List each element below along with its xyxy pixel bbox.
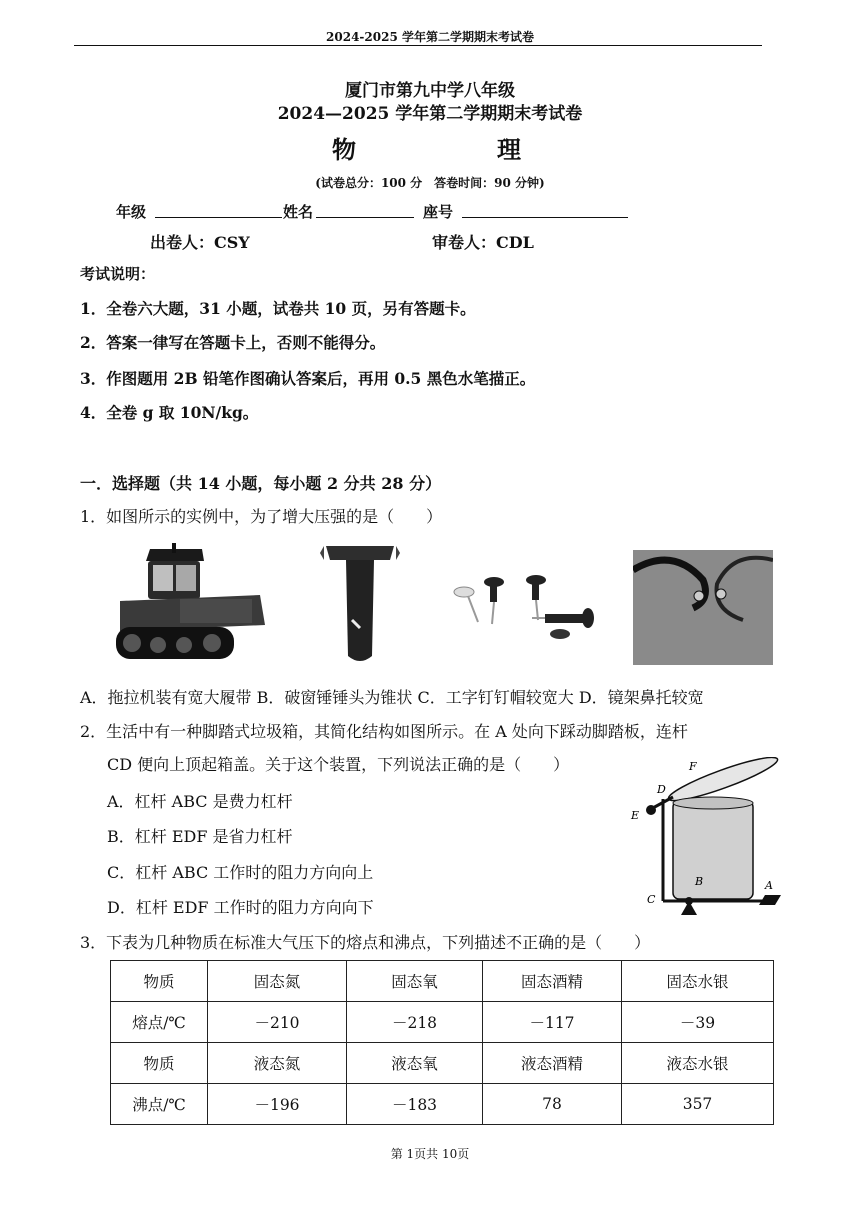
seat-label: 座号 (423, 203, 454, 221)
table-cell: －183 (347, 1084, 483, 1125)
table-cell: 沸点/℃ (111, 1084, 208, 1125)
glasses-image (633, 550, 773, 665)
note-item: 4．全卷 g 取 10N/kg。 (80, 403, 259, 422)
exam-info: (试卷总分：100 分 答卷时间：90 分钟) (315, 176, 545, 190)
table-cell: 固态酒精 (483, 961, 622, 1002)
subject-char-2: 理 (497, 135, 521, 164)
grade-label: 年级 (116, 203, 147, 221)
melting-boiling-table (110, 960, 774, 1125)
question-2-option-b: B．杠杆 EDF 是省力杠杆 (107, 827, 293, 846)
diagram-label-b: B (695, 875, 704, 888)
name-label: 姓名 (283, 203, 314, 221)
grade-line (155, 217, 282, 218)
table-cell: －39 (622, 1002, 774, 1043)
table-cell: －218 (347, 1002, 483, 1043)
name-line (316, 217, 414, 218)
subject-char-1: 物 (332, 135, 356, 164)
table-cell: 液态氮 (208, 1043, 347, 1084)
table-cell: 液态酒精 (483, 1043, 622, 1084)
question-3-stem: 3．下表为几种物质在标准大气压下的熔点和沸点，下列描述不正确的是（ ） (80, 933, 651, 952)
diagram-label-c: C (647, 893, 656, 906)
table-row (111, 1043, 774, 1084)
running-header: 2024-2025 学年第二学期期末考试卷 (326, 30, 534, 44)
table-row (111, 1002, 774, 1043)
table-cell: 物质 (111, 1043, 208, 1084)
table-cell: 357 (622, 1084, 774, 1125)
table-cell: 液态氧 (347, 1043, 483, 1084)
diagram-label-e: E (631, 809, 640, 822)
section-heading: 一．选择题（共 14 小题，每小题 2 分共 28 分） (80, 474, 442, 493)
hammer-image (320, 538, 400, 668)
page-footer: 第 1页共 10页 (390, 1147, 470, 1161)
table-cell: 熔点/℃ (111, 1002, 208, 1043)
question-2-stem: 2．生活中有一种脚踏式垃圾箱，其简化结构如图所示。在 A 处向下踩动脚踏板，连杆 (80, 722, 688, 741)
diagram-label-a: A (765, 879, 773, 892)
question-2-option-c: C．杠杆 ABC 工作时的阻力方向向上 (107, 863, 374, 882)
setter: 出卷人：CSY (150, 233, 250, 252)
table-row (111, 1084, 774, 1125)
table-row (111, 961, 774, 1002)
table-cell: 固态水银 (622, 961, 774, 1002)
reviewer: 审卷人：CDL (432, 233, 534, 252)
question-2-stem-cont: CD 便向上顶起箱盖。关于这个装置，下列说法正确的是（ ） (107, 755, 570, 774)
trash-can-diagram (625, 757, 785, 917)
exam-title: 2024—2025 学年第二学期期末考试卷 (277, 104, 583, 124)
note-item: 1．全卷六大题，31 小题，试卷共 10 页，另有答题卡。 (80, 299, 476, 318)
note-item: 3．作图题用 2B 铅笔作图确认答案后，再用 0.5 黑色水笔描正。 (80, 369, 536, 388)
pushpin-image (450, 572, 600, 654)
table-cell: 物质 (111, 961, 208, 1002)
seat-line (462, 217, 628, 218)
question-2-option-d: D．杠杆 EDF 工作时的阻力方向向下 (107, 898, 374, 917)
table-cell: －210 (208, 1002, 347, 1043)
table-cell: 固态氮 (208, 961, 347, 1002)
school-name: 厦门市第九中学八年级 (345, 81, 515, 101)
question-1-stem: 1．如图所示的实例中，为了增大压强的是（ ） (80, 507, 443, 526)
table-cell: 78 (483, 1084, 622, 1125)
question-1-options: A．拖拉机装有宽大履带 B．破窗锤锤头为锥状 C．工字钉钉帽较宽大 D．镜架鼻托较宽 (80, 688, 704, 707)
header-rule (74, 45, 762, 46)
diagram-label-d: D (657, 783, 666, 796)
diagram-label-f: F (689, 760, 697, 773)
table-cell: －117 (483, 1002, 622, 1043)
table-cell: 固态氧 (347, 961, 483, 1002)
table-cell: －196 (208, 1084, 347, 1125)
notes-heading: 考试说明： (80, 265, 156, 283)
question-2-option-a: A．杠杆 ABC 是费力杠杆 (107, 792, 293, 811)
note-item: 2．答案一律写在答题卡上，否则不能得分。 (80, 333, 386, 352)
tractor-image (110, 543, 270, 665)
table-cell: 液态水银 (622, 1043, 774, 1084)
